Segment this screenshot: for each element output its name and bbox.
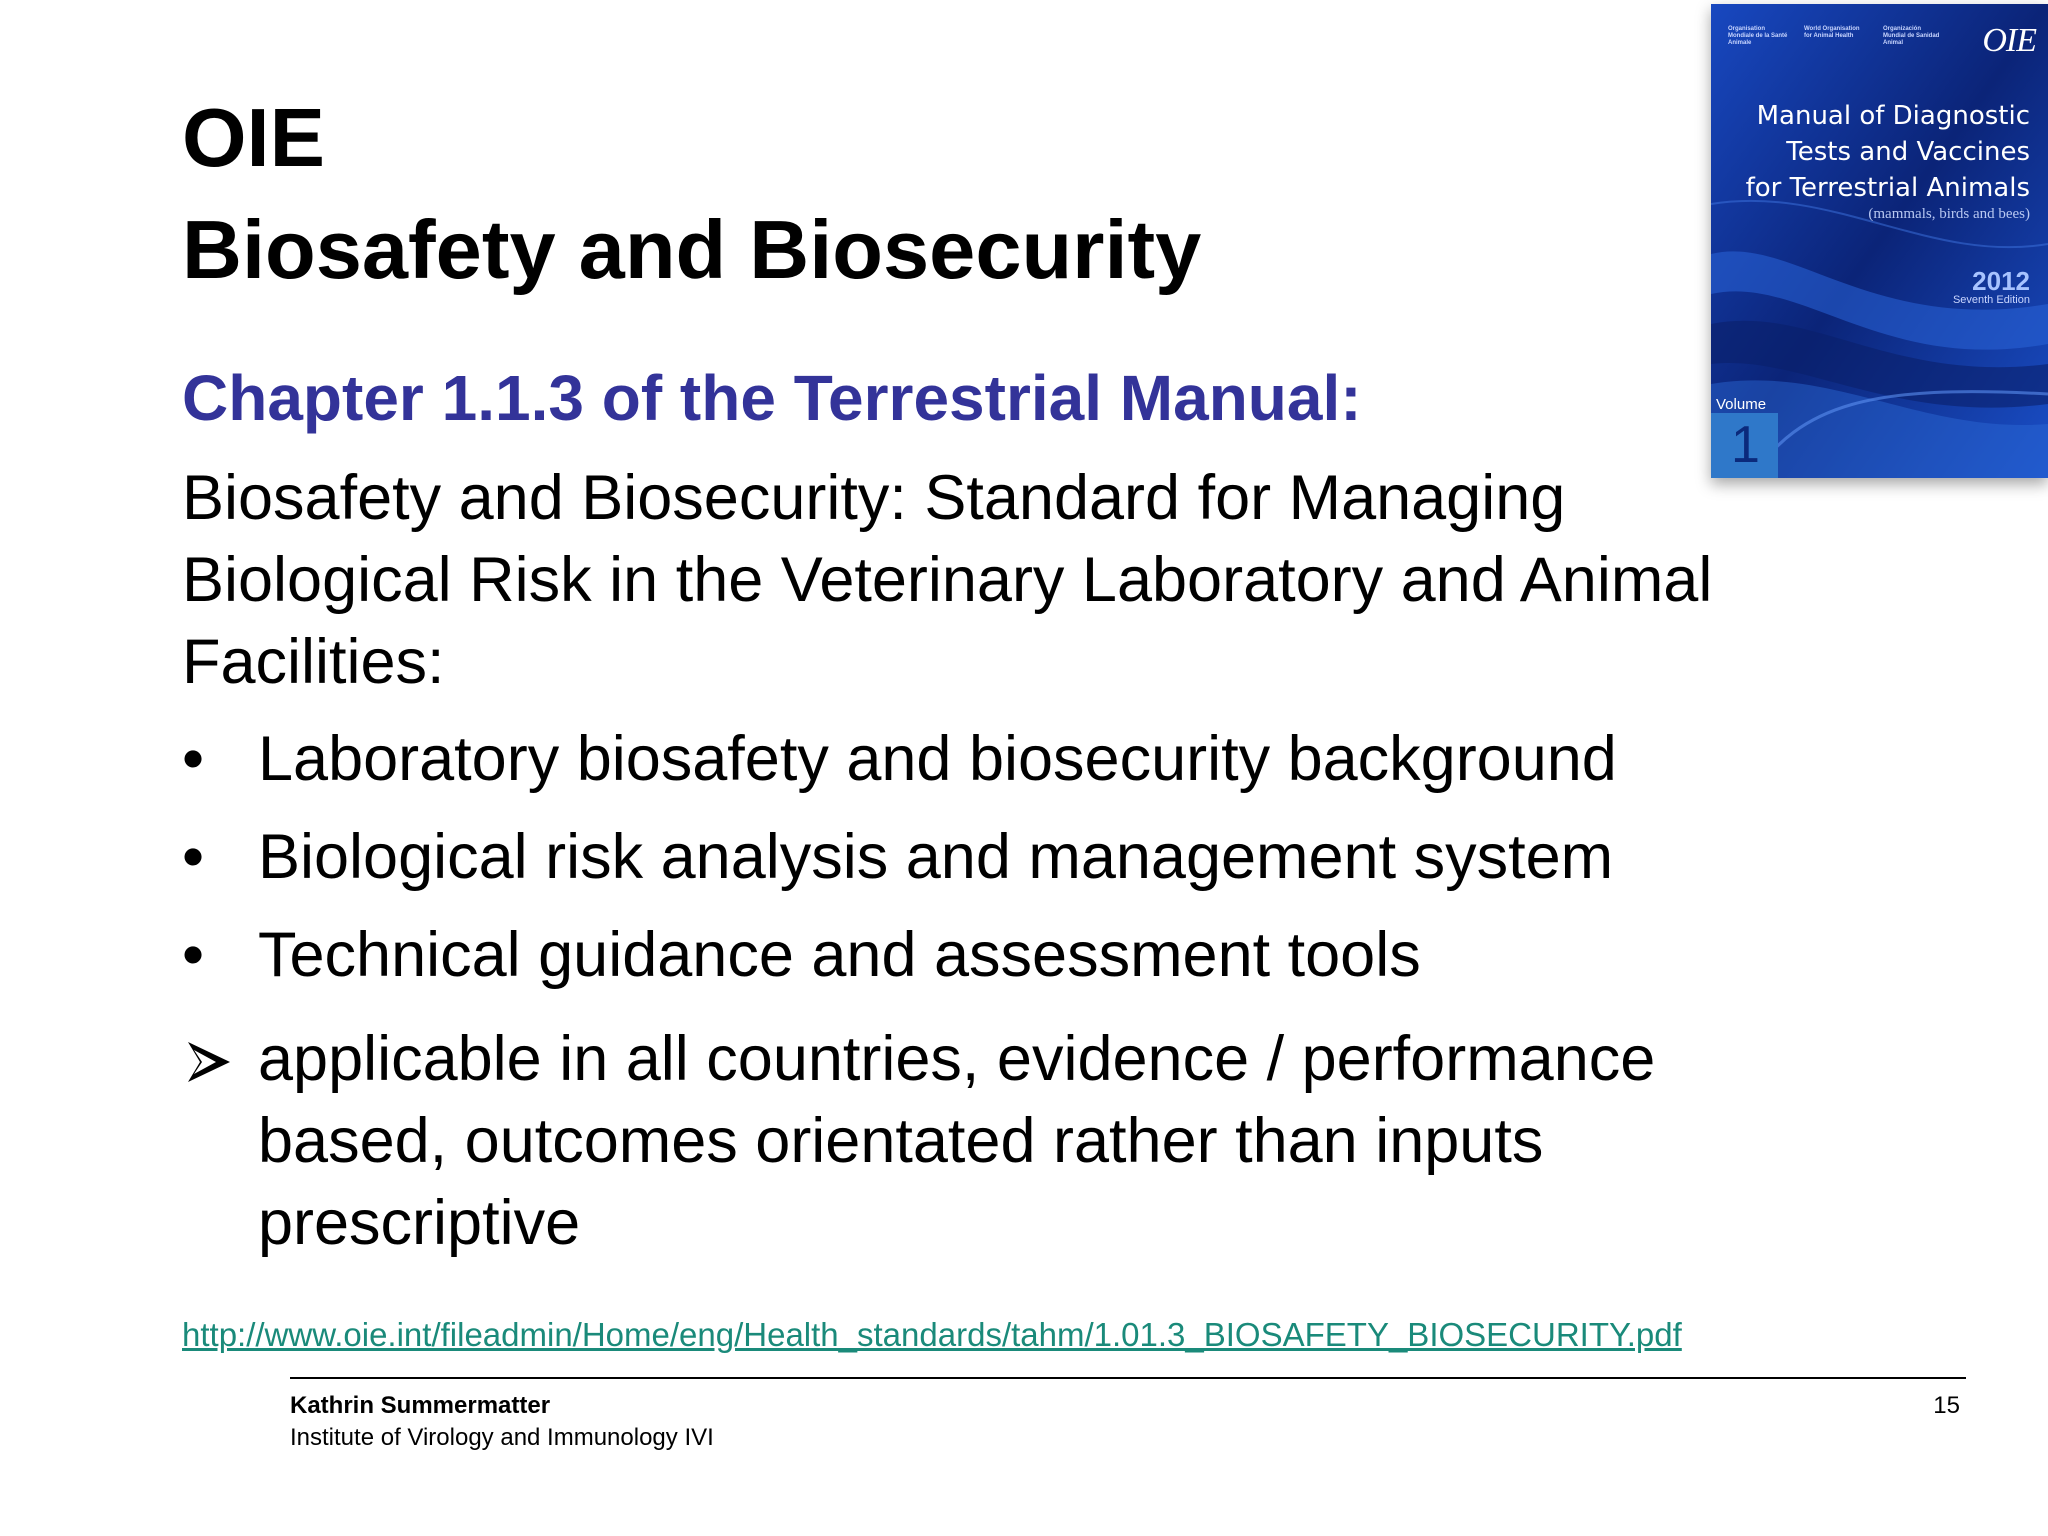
bullet-icon: • (182, 920, 205, 990)
description-line: Biological Risk in the Veterinary Laboratory and Animal (182, 545, 1713, 615)
arrow-bullet-icon (182, 1018, 242, 1100)
description-line: Biosafety and Biosecurity: Standard for Managing (182, 463, 1566, 533)
conclusion-line: prescriptive (258, 1188, 581, 1258)
volume-label: Volume (1716, 396, 1767, 413)
footer-divider (290, 1377, 1966, 1379)
bullet-text: Biological risk analysis and management system (258, 822, 1614, 892)
cover-title-line: Tests and Vaccines (1786, 137, 2030, 167)
cover-edition: Seventh Edition (1952, 294, 2030, 306)
bullet-item (182, 914, 1882, 996)
bullet-icon: • (182, 724, 205, 794)
cover-title-line: for Terrestrial Animals (1745, 173, 2030, 203)
conclusion-line: applicable in all countries, evidence / performance (258, 1024, 1656, 1094)
footer-author: Kathrin Summermatter (290, 1392, 551, 1419)
cover-year: 2012 (1972, 266, 2030, 296)
conclusion-line: based, outcomes orientated rather than inputs (258, 1106, 1544, 1176)
footer-institute: Institute of Virology and Immunology IVI (290, 1424, 714, 1451)
chapter-description (182, 457, 1882, 703)
cover-title-line: Manual of Diagnostic (1756, 101, 2030, 131)
bullet-icon: • (182, 822, 205, 892)
title-line-1: OIE (182, 91, 325, 184)
bullet-item (182, 816, 1882, 898)
page-number: 15 (1933, 1392, 1960, 1419)
cover-org-name: World Organisation for Animal Health (1804, 26, 1860, 39)
chapter-heading: Chapter 1.1.3 of the Terrestrial Manual: (182, 362, 1362, 434)
bullet-text: Technical guidance and assessment tools (258, 920, 1421, 990)
cover-org-name: Organización Mundial de Sanidad Animal (1883, 26, 1940, 46)
oie-pdf-link[interactable]: http://www.oie.int/fileadmin/Home/eng/Health_standards/tahm/1.01.3_BIOSAFETY_BIOSECURITY.pdf (182, 1316, 1682, 1353)
volume-number: 1 (1731, 416, 1760, 474)
conclusion-point (182, 1018, 1958, 1264)
bullet-text: Laboratory biosafety and biosecurity background (258, 724, 1617, 794)
cover-org-name: Organisation Mondiale de la Santé Animale (1728, 26, 1788, 46)
bullet-item (182, 718, 1882, 800)
bullet-list (182, 718, 1882, 1012)
cover-subtitle: (mammals, birds and bees) (1868, 206, 2030, 222)
cover-title (1746, 98, 2030, 206)
oie-logo: OIE (1982, 22, 2036, 59)
manual-cover-image (1711, 4, 2048, 478)
description-line: Facilities: (182, 627, 445, 697)
slide-title (182, 82, 1201, 306)
title-line-2: Biosafety and Biosecurity (182, 203, 1202, 296)
